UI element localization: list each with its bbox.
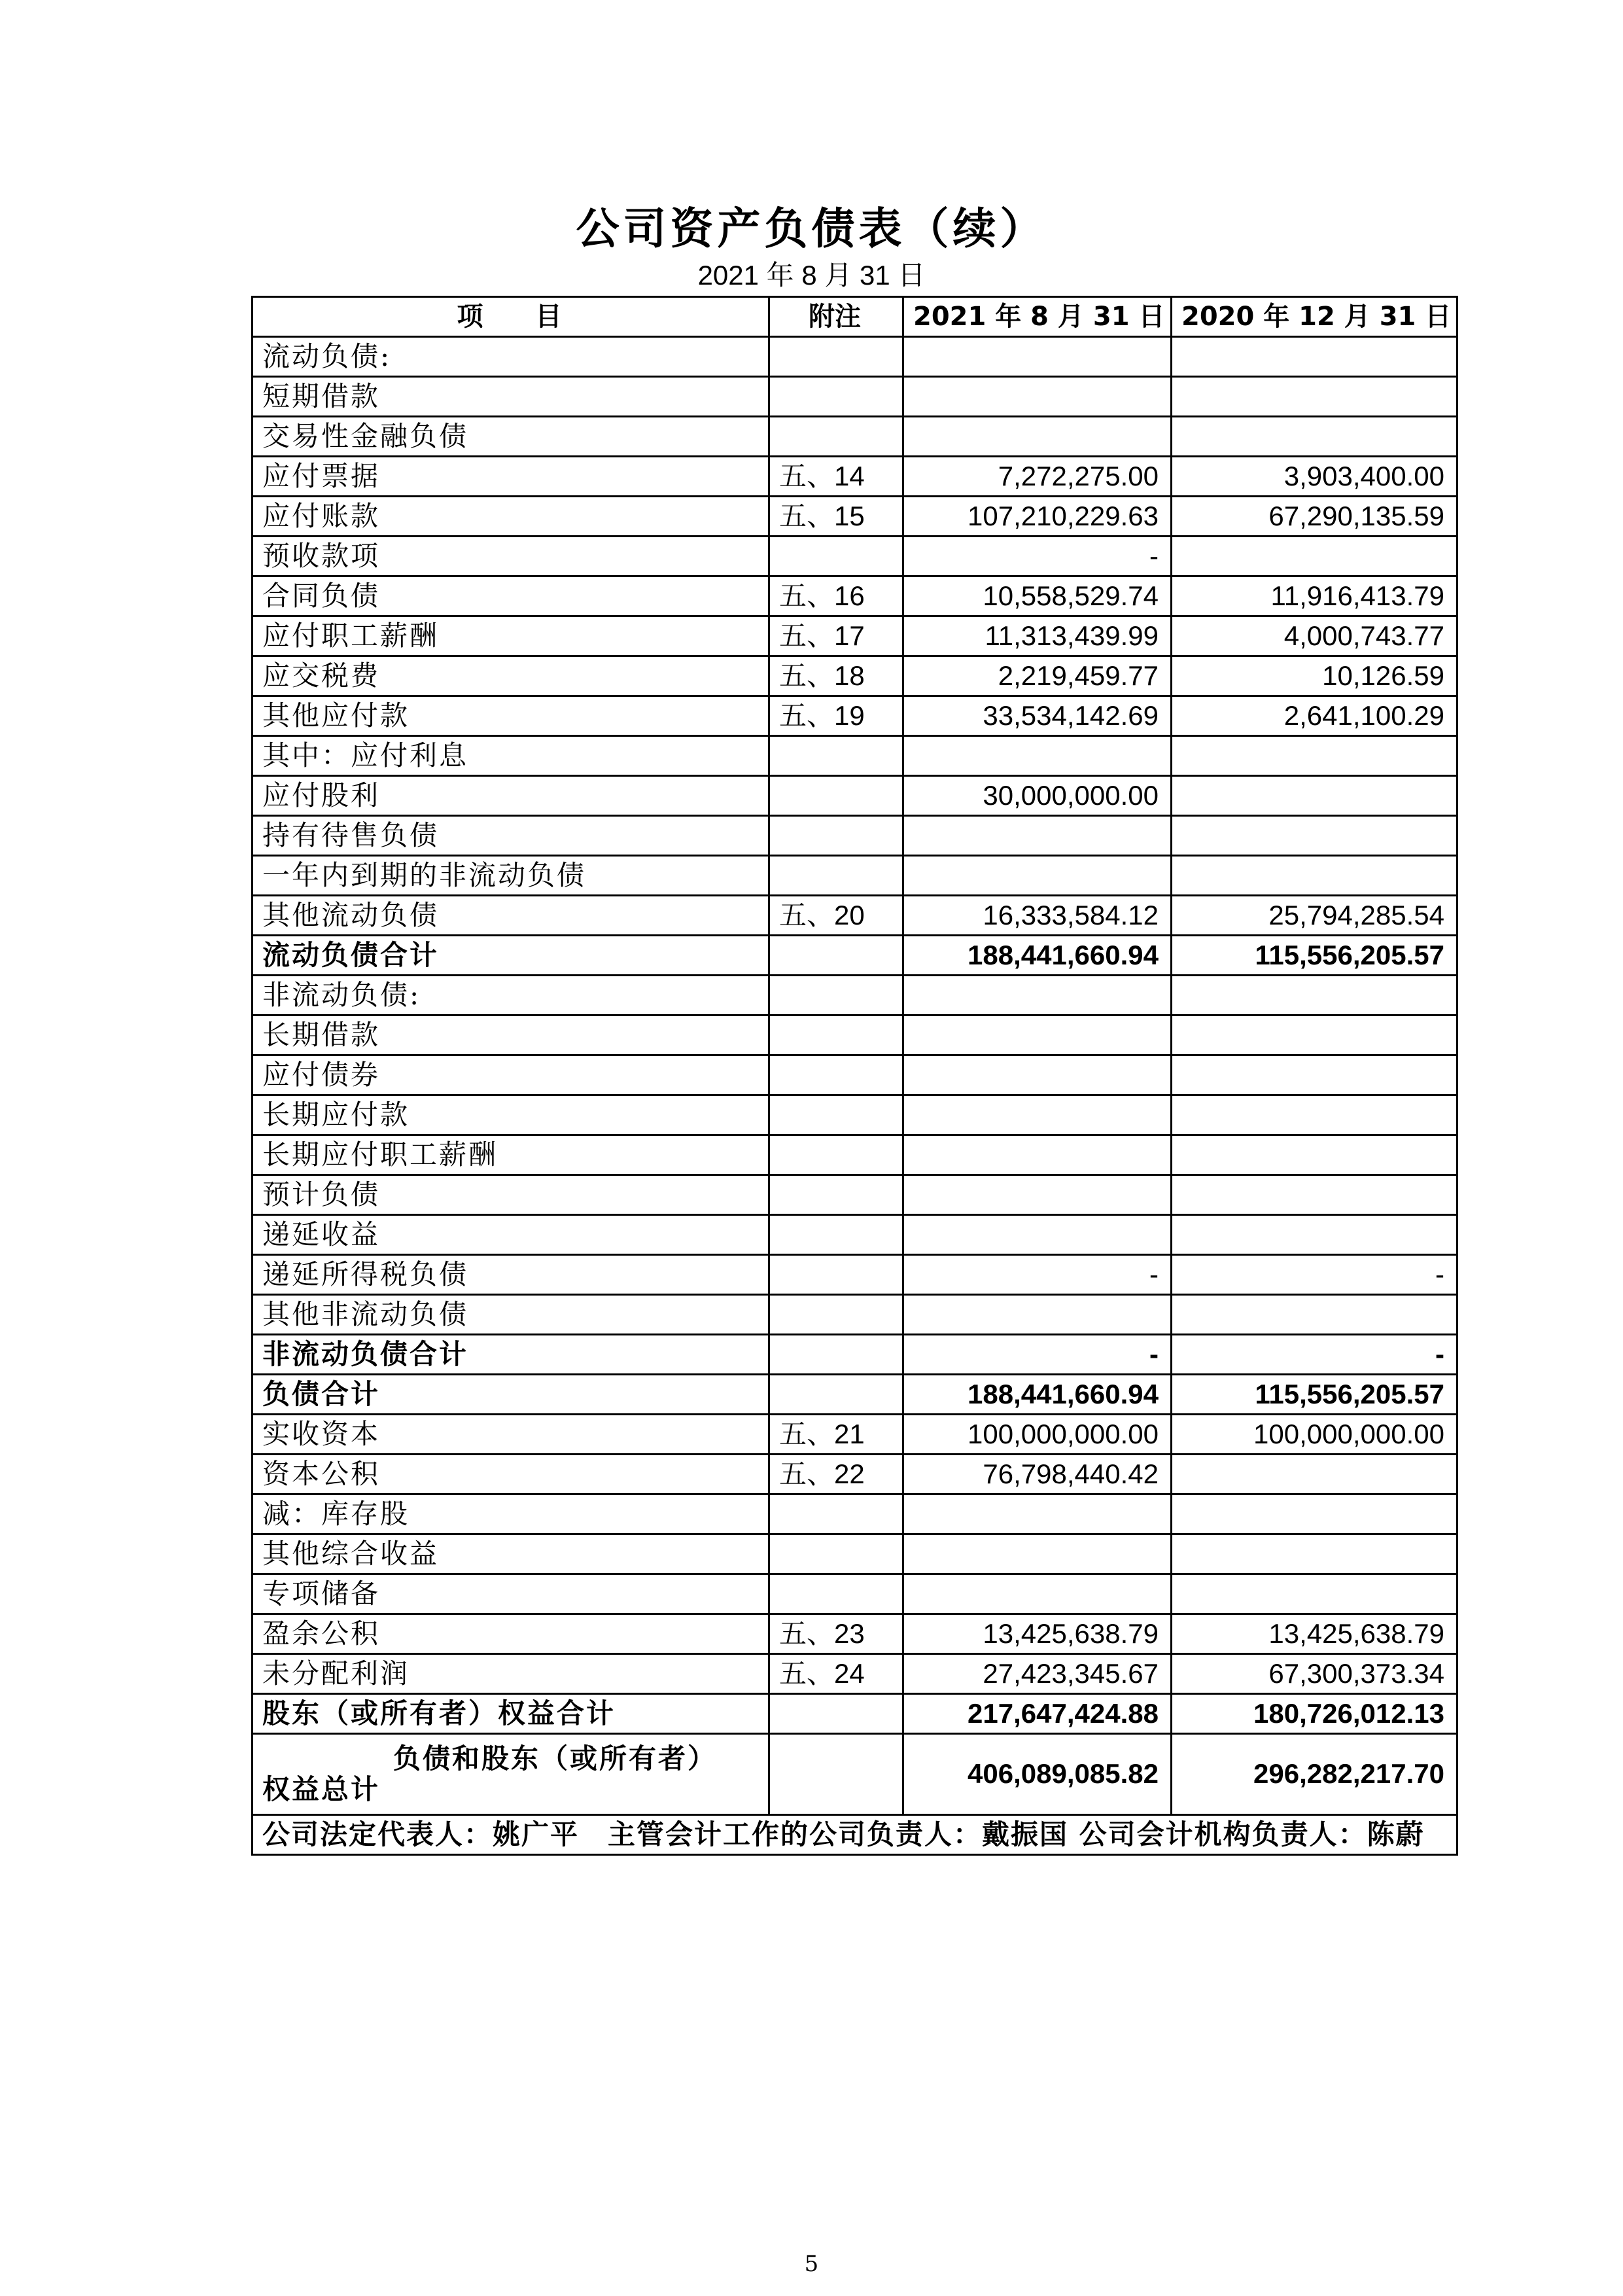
row-note: 五、20 xyxy=(769,896,903,936)
signature-footer: 公司法定代表人：姚广平 主管会计工作的公司负责人：戴振国 公司会计机构负责人：陈蔚 xyxy=(253,1815,1457,1855)
row-note xyxy=(769,1295,903,1335)
signature-row xyxy=(253,1815,1457,1855)
row-current-value xyxy=(903,1175,1172,1215)
table-row xyxy=(253,616,1457,656)
row-current-value xyxy=(903,856,1172,896)
row-current-value: 188,441,660.94 xyxy=(903,1375,1172,1415)
row-item: 短期借款 xyxy=(253,377,769,417)
table-row xyxy=(253,736,1457,776)
header-item: 项 目 xyxy=(253,297,769,337)
row-note: 五、14 xyxy=(769,457,903,497)
row-item: 其他综合收益 xyxy=(253,1534,769,1574)
row-current-value xyxy=(903,736,1172,776)
row-item: 其他应付款 xyxy=(253,696,769,736)
table-row xyxy=(253,696,1457,736)
row-note xyxy=(769,856,903,896)
row-current-value xyxy=(903,1016,1172,1055)
row-item: 未分配利润 xyxy=(253,1654,769,1694)
row-item: 减：库存股 xyxy=(253,1494,769,1534)
row-note xyxy=(769,337,903,377)
table-row xyxy=(253,1375,1457,1415)
row-prior-value: 25,794,285.54 xyxy=(1172,896,1457,936)
row-prior-value xyxy=(1172,1055,1457,1095)
row-current-value: 13,425,638.79 xyxy=(903,1614,1172,1654)
row-note xyxy=(769,1335,903,1375)
header-note: 附注 xyxy=(769,297,903,337)
table-row xyxy=(253,856,1457,896)
row-current-value: 2,219,459.77 xyxy=(903,656,1172,696)
grand-total-row xyxy=(253,1734,1457,1815)
header-prior-period: 2020 年 12 月 31 日 xyxy=(1172,297,1457,337)
grand-total-prior: 296,282,217.70 xyxy=(1172,1734,1457,1815)
row-item: 长期借款 xyxy=(253,1016,769,1055)
row-item: 应付票据 xyxy=(253,457,769,497)
row-current-value xyxy=(903,816,1172,856)
row-prior-value: 67,290,135.59 xyxy=(1172,497,1457,537)
table-row xyxy=(253,1694,1457,1734)
row-note xyxy=(769,1055,903,1095)
table-row xyxy=(253,337,1457,377)
row-current-value xyxy=(903,337,1172,377)
row-note xyxy=(769,1534,903,1574)
row-item: 预收款项 xyxy=(253,537,769,576)
row-item: 应付债券 xyxy=(253,1055,769,1095)
row-current-value xyxy=(903,1574,1172,1614)
row-prior-value: 67,300,373.34 xyxy=(1172,1654,1457,1694)
row-item: 盈余公积 xyxy=(253,1614,769,1654)
row-item: 应付账款 xyxy=(253,497,769,537)
row-current-value: 107,210,229.63 xyxy=(903,497,1172,537)
row-prior-value: 4,000,743.77 xyxy=(1172,616,1457,656)
row-prior-value: 115,556,205.57 xyxy=(1172,936,1457,976)
row-item: 应付职工薪酬 xyxy=(253,616,769,656)
table-row xyxy=(253,936,1457,976)
row-item: 递延收益 xyxy=(253,1215,769,1255)
row-item: 递延所得税负债 xyxy=(253,1255,769,1295)
grand-total-item xyxy=(253,1734,769,1815)
table-row xyxy=(253,576,1457,616)
table-row xyxy=(253,1574,1457,1614)
row-current-value xyxy=(903,1055,1172,1095)
row-current-value: 76,798,440.42 xyxy=(903,1455,1172,1494)
row-current-value: 188,441,660.94 xyxy=(903,936,1172,976)
row-note xyxy=(769,1135,903,1175)
row-item: 合同负债 xyxy=(253,576,769,616)
row-prior-value: 3,903,400.00 xyxy=(1172,457,1457,497)
row-item: 实收资本 xyxy=(253,1415,769,1455)
row-item: 负债合计 xyxy=(253,1375,769,1415)
row-prior-value xyxy=(1172,1016,1457,1055)
row-current-value xyxy=(903,377,1172,417)
table-row xyxy=(253,537,1457,576)
row-note xyxy=(769,936,903,976)
row-item: 一年内到期的非流动负债 xyxy=(253,856,769,896)
row-current-value xyxy=(903,1135,1172,1175)
table-row xyxy=(253,1135,1457,1175)
table-header-row xyxy=(253,297,1457,337)
row-prior-value: 10,126.59 xyxy=(1172,656,1457,696)
report-date: 2021 年 8 月 31 日 xyxy=(697,260,926,291)
grand-total-item-line2: 权益总计 xyxy=(262,1773,381,1805)
row-note: 五、22 xyxy=(769,1455,903,1494)
row-current-value: 27,423,345.67 xyxy=(903,1654,1172,1694)
row-prior-value: - xyxy=(1172,1335,1457,1375)
row-item: 其他非流动负债 xyxy=(253,1295,769,1335)
row-note: 五、17 xyxy=(769,616,903,656)
row-current-value: 33,534,142.69 xyxy=(903,696,1172,736)
row-note xyxy=(769,1095,903,1135)
row-prior-value xyxy=(1172,976,1457,1016)
table-row xyxy=(253,1335,1457,1375)
row-item: 持有待售负债 xyxy=(253,816,769,856)
row-note: 五、18 xyxy=(769,656,903,696)
row-item: 其他流动负债 xyxy=(253,896,769,936)
table-row xyxy=(253,1055,1457,1095)
page-number: 5 xyxy=(804,2251,819,2277)
row-note: 五、16 xyxy=(769,576,903,616)
row-current-value: 10,558,529.74 xyxy=(903,576,1172,616)
row-current-value: - xyxy=(903,1335,1172,1375)
table-row xyxy=(253,377,1457,417)
row-note xyxy=(769,816,903,856)
table-row xyxy=(253,1494,1457,1534)
row-item: 应付股利 xyxy=(253,776,769,816)
row-prior-value: 2,641,100.29 xyxy=(1172,696,1457,736)
table-row xyxy=(253,1175,1457,1215)
row-note xyxy=(769,1175,903,1215)
row-item: 流动负债: xyxy=(253,337,769,377)
row-prior-value xyxy=(1172,1574,1457,1614)
row-item: 非流动负债: xyxy=(253,976,769,1016)
row-prior-value: 11,916,413.79 xyxy=(1172,576,1457,616)
grand-total-note xyxy=(769,1734,903,1815)
table-row xyxy=(253,896,1457,936)
row-current-value xyxy=(903,976,1172,1016)
table-body xyxy=(253,337,1457,1734)
table-row xyxy=(253,976,1457,1016)
row-note: 五、19 xyxy=(769,696,903,736)
row-current-value xyxy=(903,1215,1172,1255)
row-item: 股东（或所有者）权益合计 xyxy=(253,1694,769,1734)
row-prior-value xyxy=(1172,736,1457,776)
row-current-value: - xyxy=(903,537,1172,576)
row-prior-value xyxy=(1172,417,1457,457)
table-row xyxy=(253,656,1457,696)
row-current-value: 100,000,000.00 xyxy=(903,1415,1172,1455)
row-note xyxy=(769,1494,903,1534)
row-prior-value: 115,556,205.57 xyxy=(1172,1375,1457,1415)
row-prior-value xyxy=(1172,1494,1457,1534)
row-note: 五、15 xyxy=(769,497,903,537)
row-note xyxy=(769,1215,903,1255)
row-current-value xyxy=(903,1494,1172,1534)
row-current-value: 11,313,439.99 xyxy=(903,616,1172,656)
row-item: 长期应付款 xyxy=(253,1095,769,1135)
row-prior-value xyxy=(1172,1175,1457,1215)
row-current-value xyxy=(903,417,1172,457)
row-prior-value xyxy=(1172,856,1457,896)
row-prior-value: 100,000,000.00 xyxy=(1172,1415,1457,1455)
row-note xyxy=(769,1694,903,1734)
row-item: 资本公积 xyxy=(253,1455,769,1494)
header-current-period: 2021 年 8 月 31 日 xyxy=(903,297,1172,337)
row-item: 流动负债合计 xyxy=(253,936,769,976)
grand-total-current: 406,089,085.82 xyxy=(903,1734,1172,1815)
row-note xyxy=(769,1574,903,1614)
row-current-value: 16,333,584.12 xyxy=(903,896,1172,936)
page-title: 公司资产负债表（续） xyxy=(576,203,1047,254)
row-current-value xyxy=(903,1534,1172,1574)
row-note: 五、21 xyxy=(769,1415,903,1455)
row-item: 非流动负债合计 xyxy=(253,1335,769,1375)
row-prior-value xyxy=(1172,337,1457,377)
row-prior-value xyxy=(1172,537,1457,576)
balance-sheet-table xyxy=(251,296,1458,1856)
row-prior-value xyxy=(1172,377,1457,417)
row-note xyxy=(769,1016,903,1055)
row-item: 交易性金融负债 xyxy=(253,417,769,457)
table-row xyxy=(253,417,1457,457)
table-row xyxy=(253,1614,1457,1654)
row-note: 五、23 xyxy=(769,1614,903,1654)
row-current-value: 7,272,275.00 xyxy=(903,457,1172,497)
row-prior-value xyxy=(1172,1095,1457,1135)
row-note xyxy=(769,417,903,457)
row-prior-value xyxy=(1172,776,1457,816)
row-current-value: - xyxy=(903,1255,1172,1295)
row-prior-value xyxy=(1172,1295,1457,1335)
row-note xyxy=(769,537,903,576)
table-row xyxy=(253,816,1457,856)
table-row xyxy=(253,1534,1457,1574)
row-prior-value xyxy=(1172,816,1457,856)
table-row xyxy=(253,776,1457,816)
table-row xyxy=(253,497,1457,537)
table-row xyxy=(253,1215,1457,1255)
row-item: 专项储备 xyxy=(253,1574,769,1614)
table-row xyxy=(253,1654,1457,1694)
row-prior-value: 13,425,638.79 xyxy=(1172,1614,1457,1654)
row-item: 预计负债 xyxy=(253,1175,769,1215)
row-current-value: 30,000,000.00 xyxy=(903,776,1172,816)
row-current-value xyxy=(903,1295,1172,1335)
row-note xyxy=(769,1255,903,1295)
row-note xyxy=(769,776,903,816)
row-current-value xyxy=(903,1095,1172,1135)
row-note xyxy=(769,377,903,417)
row-prior-value xyxy=(1172,1534,1457,1574)
table-row xyxy=(253,1016,1457,1055)
row-item: 应交税费 xyxy=(253,656,769,696)
row-note xyxy=(769,736,903,776)
row-prior-value xyxy=(1172,1215,1457,1255)
table-row xyxy=(253,1455,1457,1494)
row-item: 长期应付职工薪酬 xyxy=(253,1135,769,1175)
table-row xyxy=(253,1295,1457,1335)
table-row xyxy=(253,1415,1457,1455)
row-current-value: 217,647,424.88 xyxy=(903,1694,1172,1734)
table-row xyxy=(253,1095,1457,1135)
row-prior-value xyxy=(1172,1455,1457,1494)
row-note xyxy=(769,976,903,1016)
table-row xyxy=(253,457,1457,497)
grand-total-item-line1: 负债和股东（或所有者） xyxy=(393,1742,718,1775)
table-row xyxy=(253,1255,1457,1295)
row-item: 其中：应付利息 xyxy=(253,736,769,776)
row-prior-value: 180,726,012.13 xyxy=(1172,1694,1457,1734)
row-prior-value: - xyxy=(1172,1255,1457,1295)
row-note: 五、24 xyxy=(769,1654,903,1694)
row-prior-value xyxy=(1172,1135,1457,1175)
row-note xyxy=(769,1375,903,1415)
